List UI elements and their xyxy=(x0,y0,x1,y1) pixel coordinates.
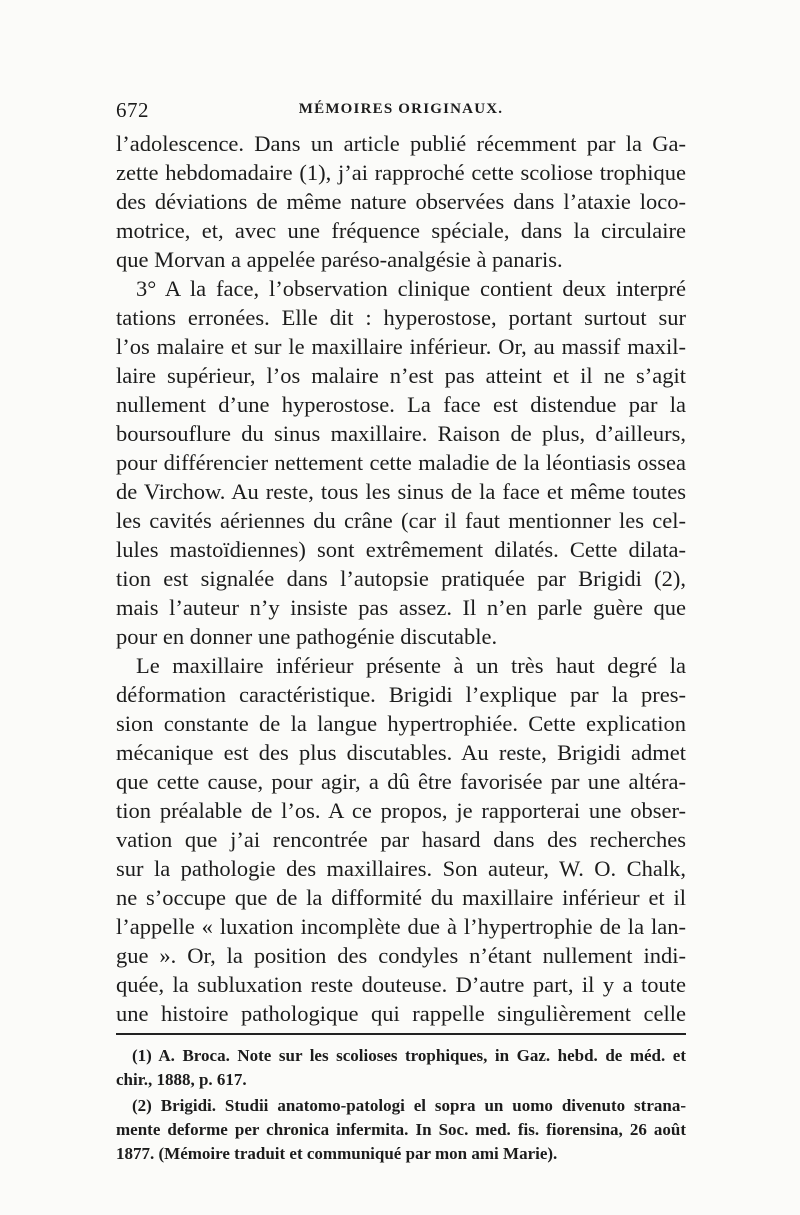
text-line: mais l’auteur n’y insiste pas assez. Il n’en parle guère que xyxy=(116,595,686,620)
text-line: tion préalable de l’os. A ce propos, je rapporterai une obser- xyxy=(116,798,686,823)
footnote-line: (1) A. Broca. Note sur les scolioses trophiques, in Gaz. hebd. de méd. et xyxy=(132,1046,686,1065)
text-line: mécanique est des plus discutables. Au reste, Brigidi admet xyxy=(116,740,686,765)
text-line: boursouflure du sinus maxillaire. Raison de plus, d’ailleurs, xyxy=(116,421,686,446)
page-number: 672 xyxy=(116,98,149,122)
text-line: vation que j’ai rencontrée par hasard dans des recherches xyxy=(116,827,686,852)
text-line: les cavités aériennes du crâne (car il faut mentionner les cel- xyxy=(116,508,686,533)
footnote-line: chir., 1888, p. 617. xyxy=(116,1070,247,1089)
text-line: l’os malaire et sur le maxillaire inférieur. Or, au massif maxil- xyxy=(116,334,686,359)
text-line: des déviations de même nature observées dans l’ataxie loco- xyxy=(116,189,686,214)
text-line: que cette cause, pour agir, a dû être favorisée par une altéra- xyxy=(116,769,686,794)
text-line: nullement d’une hyperostose. La face est distendue par la xyxy=(116,392,686,417)
text-line: pour en donner une pathogénie discutable. xyxy=(116,624,498,649)
text-line: ne s’occupe que de la difformité du maxillaire inférieur et il xyxy=(116,885,686,910)
text-line: sion constante de la langue hypertrophiée. Cette explication xyxy=(116,711,686,736)
running-head: MÉMOIRES ORIGINAUX. xyxy=(298,101,504,117)
page-header xyxy=(116,98,686,124)
text-line: l’appelle « luxation incomplète due à l’hypertrophie de la lan- xyxy=(116,914,686,939)
text-line: déformation caractéristique. Brigidi l’explique par la pres- xyxy=(116,682,686,707)
text-line: que Morvan a appelée paréso-analgésie à panaris. xyxy=(116,247,563,272)
text-line: lules mastoïdiennes) sont extrêmement dilatés. Cette dilata- xyxy=(116,537,686,562)
text-line: tion est signalée dans l’autopsie pratiquée par Brigidi (2), xyxy=(116,566,686,591)
text-line: pour différencier nettement cette maladie de la léontiasis ossea xyxy=(116,450,686,475)
text-line: gue ». Or, la position des condyles n’étant nullement indi- xyxy=(116,943,686,968)
footnote-line: (2) Brigidi. Studii anatomo-patologi el sopra un uomo divenuto strana- xyxy=(132,1096,686,1115)
text-line: une histoire pathologique qui rappelle singulièrement celle xyxy=(116,1001,686,1026)
footnote-line: mente deforme per chronica infermita. In Soc. med. fis. fiorensina, 26 août xyxy=(116,1120,686,1139)
text-line: Le maxillaire inférieur présente à un très haut degré la xyxy=(136,653,686,678)
text-line: l’adolescence. Dans un article publié récemment par la Ga- xyxy=(116,131,686,156)
text-line: sur la pathologie des maxillaires. Son auteur, W. O. Chalk, xyxy=(116,856,686,881)
text-line: tations erronées. Elle dit : hyperostose, portant surtout sur xyxy=(116,305,686,330)
footnote-divider xyxy=(116,1033,686,1035)
text-line: 3° A la face, l’observation clinique contient deux interpré xyxy=(136,276,686,301)
text-line: de Virchow. Au reste, tous les sinus de la face et même toutes xyxy=(116,479,686,504)
text-line: quée, la subluxation reste douteuse. D’autre part, il y a toute xyxy=(116,972,686,997)
text-line: zette hebdomadaire (1), j’ai rapproché cette scoliose trophique xyxy=(116,160,686,185)
footnote-line: 1877. (Mémoire traduit et communiqué par mon ami Marie). xyxy=(116,1144,558,1163)
text-line: laire supérieur, l’os malaire n’est pas atteint et il ne s’agit xyxy=(116,363,686,388)
text-line: motrice, et, avec une fréquence spéciale, dans la circulaire xyxy=(116,218,686,243)
